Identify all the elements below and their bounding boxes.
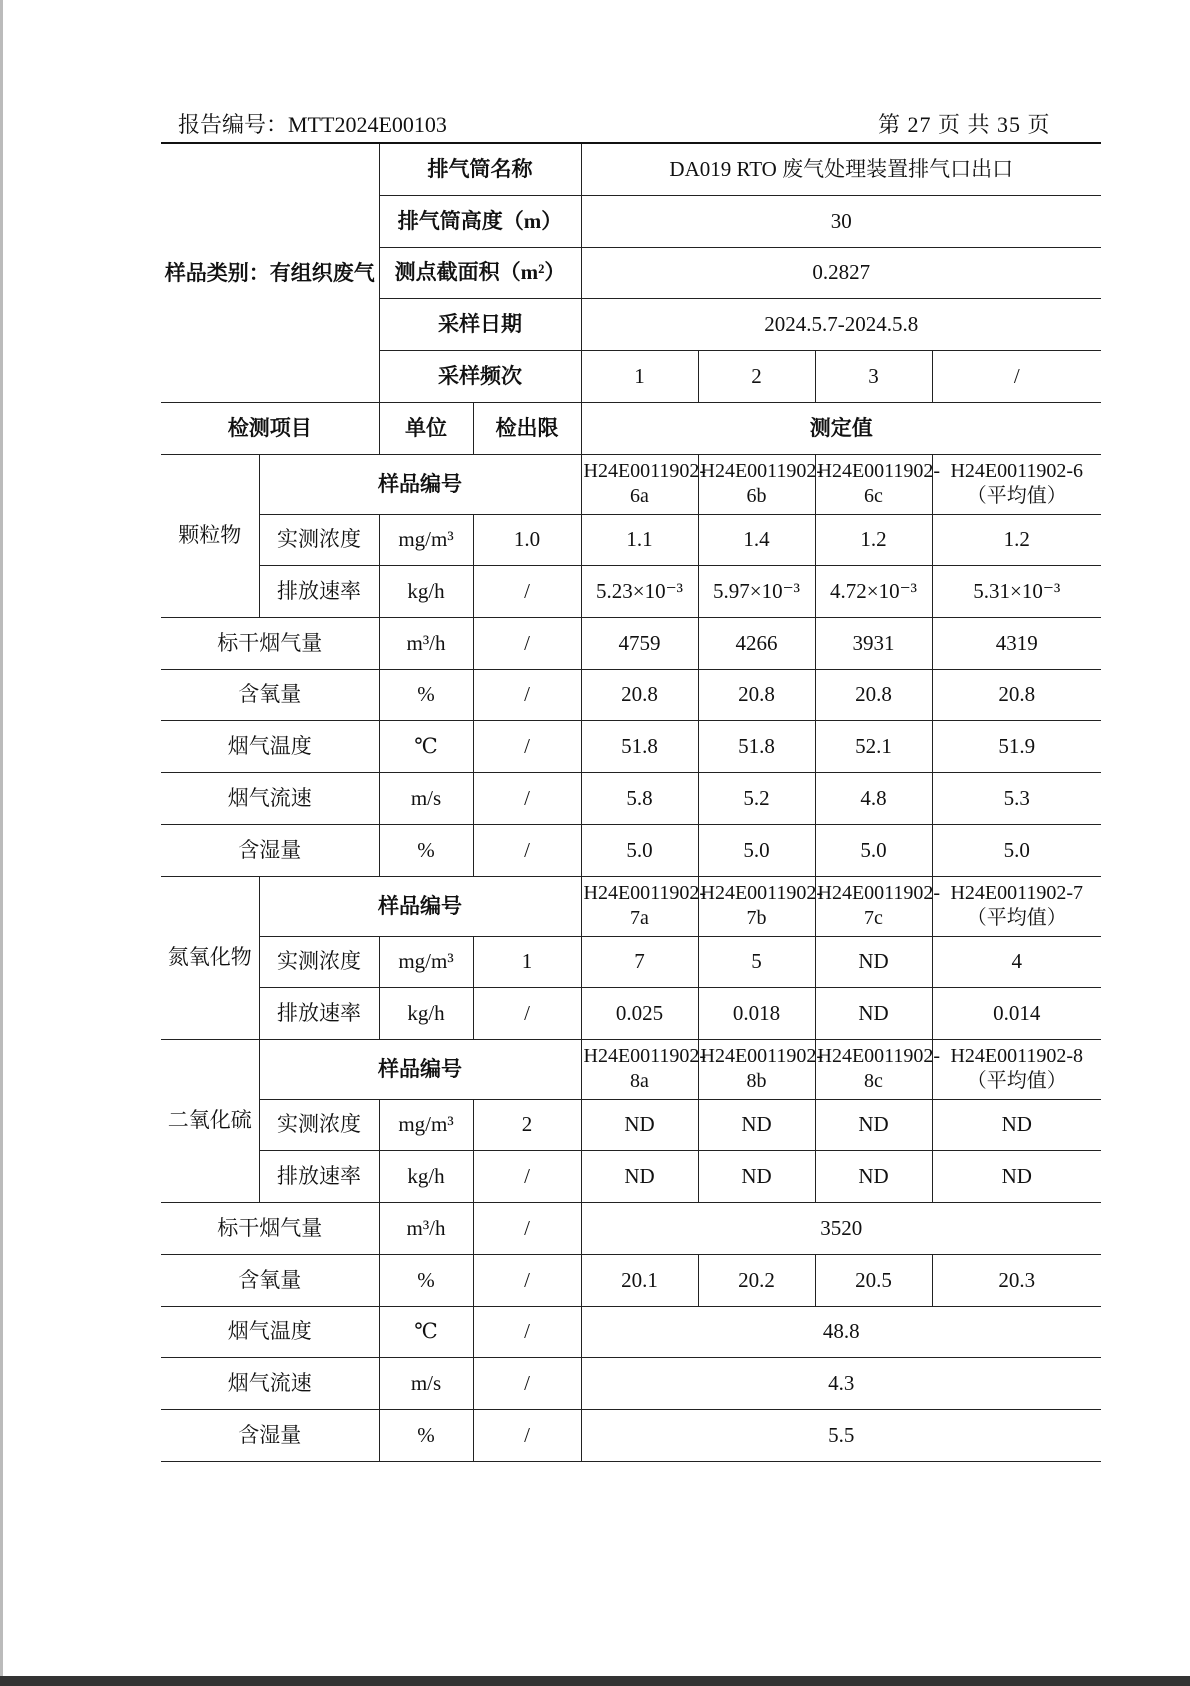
value-cell: ND	[932, 1099, 1101, 1150]
value-cell: 5.8	[581, 772, 698, 824]
scan-left-edge	[0, 0, 3, 1686]
frequency-cell: 2	[698, 350, 815, 402]
limit-cell: /	[473, 617, 581, 669]
value-cell: 20.8	[698, 669, 815, 720]
section-area: 0.2827	[581, 247, 1101, 298]
value-cell: 1.1	[581, 514, 698, 565]
sample-id: H24E0011902-6a	[581, 454, 698, 514]
stack-height-label: 排气筒高度（m）	[379, 195, 581, 247]
sample-id: H24E0011902-8（平均值）	[932, 1039, 1101, 1099]
limit-cell: /	[473, 987, 581, 1039]
sample-type: 样品类别：有组织废气	[161, 143, 379, 402]
frequency-cell: /	[932, 350, 1101, 402]
scan-bottom-edge	[0, 1676, 1190, 1686]
sample-id: H24E0011902-8c	[815, 1039, 932, 1099]
limit-cell: /	[473, 1357, 581, 1409]
value-cell: 20.3	[932, 1254, 1101, 1306]
value-cell: 51.9	[932, 720, 1101, 772]
limit-cell: 2	[473, 1099, 581, 1150]
value-cell: 4.8	[815, 772, 932, 824]
unit-cell: %	[379, 1409, 473, 1461]
value-cell: ND	[815, 1150, 932, 1202]
value-cell: 5.97×10⁻³	[698, 565, 815, 617]
limit-cell: 1	[473, 936, 581, 987]
sample-id: H24E0011902-6b	[698, 454, 815, 514]
sampling-date-label: 采样日期	[379, 298, 581, 350]
test-results-table	[161, 142, 1101, 1462]
unit-cell: kg/h	[379, 565, 473, 617]
unit-cell: m³/h	[379, 1202, 473, 1254]
value-cell: ND	[815, 1099, 932, 1150]
value-cell: 0.014	[932, 987, 1101, 1039]
particulate-name: 颗粒物	[161, 454, 259, 617]
sample-id: H24E0011902-7b	[698, 876, 815, 936]
sample-id: H24E0011902-8b	[698, 1039, 815, 1099]
report-number: 报告编号：MTT2024E00103	[178, 112, 447, 137]
nox-name: 氮氧化物	[161, 876, 259, 1039]
value-cell: 0.018	[698, 987, 815, 1039]
value-cell: 20.1	[581, 1254, 698, 1306]
unit-cell: mg/m³	[379, 1099, 473, 1150]
unit-cell: kg/h	[379, 1150, 473, 1202]
sample-id: H24E0011902-6c	[815, 454, 932, 514]
unit-cell: m³/h	[379, 617, 473, 669]
limit-cell: /	[473, 1254, 581, 1306]
param-label: 标干烟气量	[161, 1202, 379, 1254]
param-label: 含氧量	[161, 1254, 379, 1306]
sample-id-label: 样品编号	[259, 454, 581, 514]
value-cell: 5.2	[698, 772, 815, 824]
limit-cell: /	[473, 1306, 581, 1357]
unit-cell: ℃	[379, 720, 473, 772]
value-cell: 5	[698, 936, 815, 987]
value-cell: 20.8	[932, 669, 1101, 720]
sample-id: H24E0011902-7c	[815, 876, 932, 936]
sample-id-label: 样品编号	[259, 876, 581, 936]
row-label: 排放速率	[259, 987, 379, 1039]
unit-cell: mg/m³	[379, 936, 473, 987]
so2-name: 二氧化硫	[161, 1039, 259, 1202]
unit-cell: kg/h	[379, 987, 473, 1039]
section-area-label: 测点截面积（m²）	[379, 247, 581, 298]
value-cell: 5.5	[581, 1409, 1101, 1461]
value-cell: 0.025	[581, 987, 698, 1039]
page-number: 第 27 页 共 35 页	[878, 112, 1051, 137]
value-cell: ND	[698, 1099, 815, 1150]
limit-cell: /	[473, 1409, 581, 1461]
param-label: 烟气温度	[161, 720, 379, 772]
unit-cell: %	[379, 824, 473, 876]
sample-id: H24E0011902-6（平均值）	[932, 454, 1101, 514]
value-cell: 5.23×10⁻³	[581, 565, 698, 617]
unit-cell: %	[379, 1254, 473, 1306]
limit-cell: /	[473, 669, 581, 720]
sample-id: H24E0011902-7a	[581, 876, 698, 936]
value-cell: 4266	[698, 617, 815, 669]
value-cell: 51.8	[581, 720, 698, 772]
value-cell: 5.0	[698, 824, 815, 876]
col-limit: 检出限	[473, 402, 581, 454]
row-label: 实测浓度	[259, 1099, 379, 1150]
value-cell: 1.2	[932, 514, 1101, 565]
value-cell: 4.3	[581, 1357, 1101, 1409]
value-cell: ND	[581, 1150, 698, 1202]
value-cell: 5.0	[815, 824, 932, 876]
stack-name: DA019 RTO 废气处理装置排气口出口	[581, 143, 1101, 195]
limit-cell: /	[473, 772, 581, 824]
param-label: 含氧量	[161, 669, 379, 720]
value-cell: 5.0	[581, 824, 698, 876]
unit-cell: ℃	[379, 1306, 473, 1357]
param-label: 标干烟气量	[161, 617, 379, 669]
value-cell: 1.2	[815, 514, 932, 565]
value-cell: ND	[815, 987, 932, 1039]
value-cell: 20.8	[815, 669, 932, 720]
sampling-date: 2024.5.7-2024.5.8	[581, 298, 1101, 350]
limit-cell: /	[473, 720, 581, 772]
value-cell: 48.8	[581, 1306, 1101, 1357]
value-cell: 3931	[815, 617, 932, 669]
value-cell: 52.1	[815, 720, 932, 772]
limit-cell: /	[473, 1202, 581, 1254]
frequency-cell: 1	[581, 350, 698, 402]
unit-cell: mg/m³	[379, 514, 473, 565]
param-label: 含湿量	[161, 824, 379, 876]
value-cell: 4	[932, 936, 1101, 987]
frequency-cell: 3	[815, 350, 932, 402]
param-label: 烟气流速	[161, 1357, 379, 1409]
unit-cell: m/s	[379, 1357, 473, 1409]
row-label: 实测浓度	[259, 514, 379, 565]
value-cell: 1.4	[698, 514, 815, 565]
frequency-label: 采样频次	[379, 350, 581, 402]
value-cell: ND	[698, 1150, 815, 1202]
limit-cell: 1.0	[473, 514, 581, 565]
param-label: 烟气温度	[161, 1306, 379, 1357]
stack-height: 30	[581, 195, 1101, 247]
stack-name-label: 排气筒名称	[379, 143, 581, 195]
param-label: 烟气流速	[161, 772, 379, 824]
value-cell: 5.31×10⁻³	[932, 565, 1101, 617]
row-label: 排放速率	[259, 565, 379, 617]
value-cell: 20.2	[698, 1254, 815, 1306]
value-cell: 4.72×10⁻³	[815, 565, 932, 617]
value-cell: 51.8	[698, 720, 815, 772]
value-cell: ND	[815, 936, 932, 987]
limit-cell: /	[473, 1150, 581, 1202]
value-cell: 4319	[932, 617, 1101, 669]
value-cell: 20.5	[815, 1254, 932, 1306]
value-cell: ND	[932, 1150, 1101, 1202]
value-cell: ND	[581, 1099, 698, 1150]
param-label: 含湿量	[161, 1409, 379, 1461]
col-value: 测定值	[581, 402, 1101, 454]
unit-cell: m/s	[379, 772, 473, 824]
col-unit: 单位	[379, 402, 473, 454]
sample-id: H24E0011902-8a	[581, 1039, 698, 1099]
value-cell: 7	[581, 936, 698, 987]
col-item: 检测项目	[161, 402, 379, 454]
sample-id-label: 样品编号	[259, 1039, 581, 1099]
limit-cell: /	[473, 824, 581, 876]
value-cell: 5.3	[932, 772, 1101, 824]
limit-cell: /	[473, 565, 581, 617]
value-cell: 3520	[581, 1202, 1101, 1254]
value-cell: 20.8	[581, 669, 698, 720]
row-label: 实测浓度	[259, 936, 379, 987]
unit-cell: %	[379, 669, 473, 720]
sample-id: H24E0011902-7（平均值）	[932, 876, 1101, 936]
value-cell: 5.0	[932, 824, 1101, 876]
row-label: 排放速率	[259, 1150, 379, 1202]
value-cell: 4759	[581, 617, 698, 669]
